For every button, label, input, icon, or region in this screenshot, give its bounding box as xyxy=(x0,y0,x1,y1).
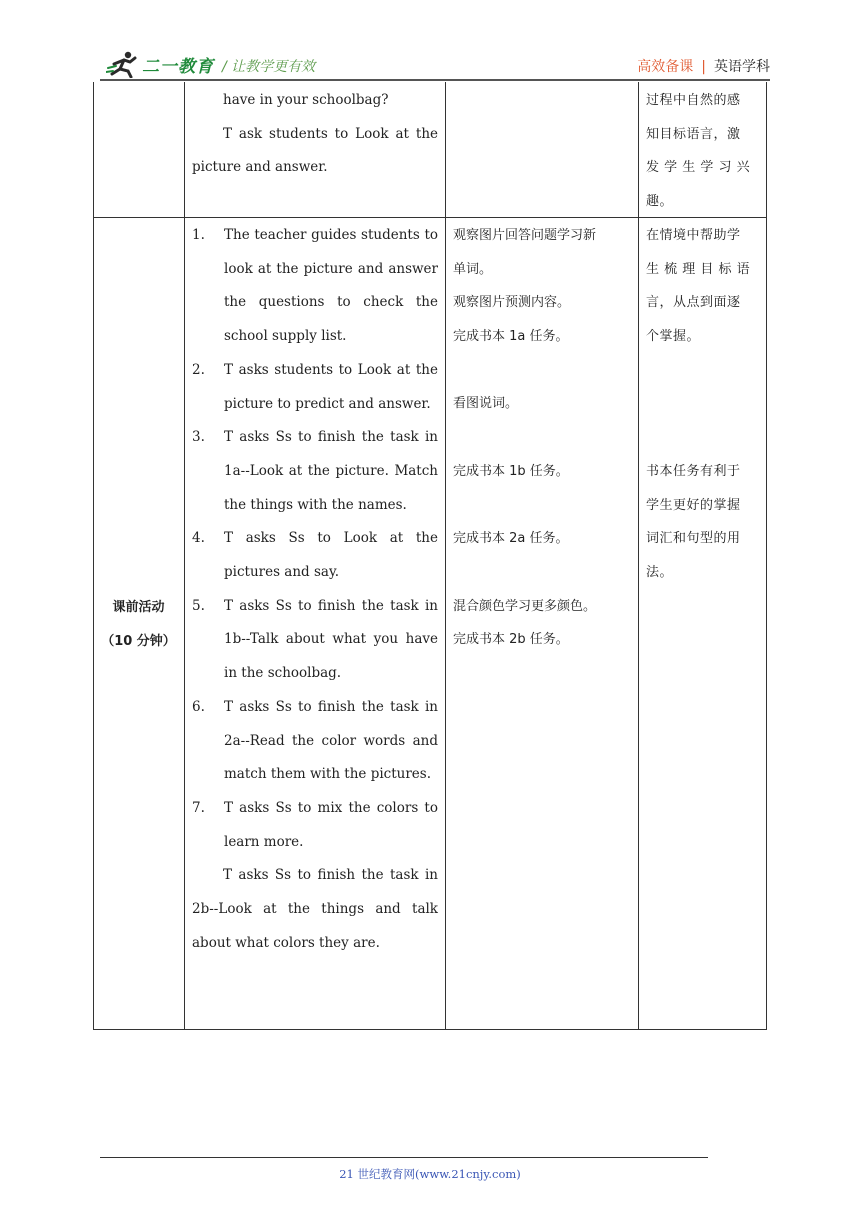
runner-logo-icon xyxy=(106,50,140,78)
logo-text: 二一教育 xyxy=(142,56,214,77)
row1-intent-line: 发 学 生 学 习 兴 xyxy=(646,160,751,176)
student-line xyxy=(453,489,635,523)
intent-line: 学生更好的掌握 xyxy=(646,497,741,513)
student-line: 单词。 xyxy=(453,261,493,277)
row1-intent-line: 过程中自然的感 xyxy=(646,93,741,108)
list-text: T asks Ss to Look at the pictures and say. xyxy=(224,530,438,581)
row1-teacher-activity xyxy=(192,84,438,185)
activity-list xyxy=(192,219,438,859)
row2-student-activity xyxy=(453,219,635,657)
list-text: T asks Ss to finish the task in 1a--Look at the picture. Match the things with the names. xyxy=(224,429,438,513)
list-text: T asks Ss to mix the colors to learn more. xyxy=(224,799,438,850)
header-subject xyxy=(637,56,770,76)
phase-label-title: 课前活动 xyxy=(112,600,165,615)
table-border-right xyxy=(766,82,767,1030)
list-item xyxy=(192,522,438,589)
list-number: 5. xyxy=(192,597,205,614)
intent-line: 生 梳 理 目 标 语 xyxy=(646,261,751,277)
student-line: 混合颜色学习更多颜色。 xyxy=(453,598,597,614)
slogan: / 让教学更有效 xyxy=(222,59,316,75)
header-divider xyxy=(100,79,770,81)
list-item xyxy=(192,219,438,354)
footer-divider xyxy=(100,1157,708,1158)
row1-line: have in your schoolbag? xyxy=(223,92,389,108)
student-line: 看图说词。 xyxy=(453,396,519,412)
footer-link[interactable]: 21 世纪教育网(www.21cnjy.com) xyxy=(339,1167,521,1181)
phase-label-duration: （10 分钟） xyxy=(101,634,176,649)
student-line xyxy=(453,354,635,388)
list-number: 4. xyxy=(192,530,205,547)
list-number: 7. xyxy=(192,799,205,816)
intent-line: 法。 xyxy=(646,564,674,580)
table-border-bottom xyxy=(93,1029,767,1030)
list-item xyxy=(192,354,438,421)
list-item xyxy=(192,590,438,691)
header-separator: | xyxy=(701,59,706,75)
student-line: 完成书本 2a 任务。 xyxy=(453,531,569,547)
intent-line: 书本任务有利于 xyxy=(646,463,741,479)
row1-intent-line: 知目标语言，激 xyxy=(646,126,741,142)
intent-line: 词汇和句型的用 xyxy=(646,531,741,547)
list-text: T asks Ss to finish the task in 2a--Read the color words and match them with the pictures. xyxy=(224,698,438,783)
row2-teacher-activity xyxy=(192,219,438,960)
student-line: 完成书本 2b 任务。 xyxy=(453,632,569,648)
intent-line xyxy=(646,354,762,388)
row1-paragraph: T ask students to Look at the picture and answer. xyxy=(192,125,438,176)
lesson-table xyxy=(93,82,767,1030)
header-tag: 高效备课 xyxy=(637,59,694,75)
intent-line xyxy=(646,387,762,421)
intent-line: 言，从点到面逐 xyxy=(646,295,741,311)
student-line xyxy=(453,421,635,455)
logo xyxy=(106,50,214,78)
header-subject-name: 英语学科 xyxy=(714,59,770,75)
list-number: 3. xyxy=(192,429,205,446)
intent-line: 个掌握。 xyxy=(646,329,701,345)
trailing-paragraph: T asks Ss to finish the task in 2b--Look at the things and talk about what colors they are. xyxy=(192,867,438,951)
intent-line xyxy=(646,421,762,455)
student-line: 完成书本 1a 任务。 xyxy=(453,329,569,345)
phase-label xyxy=(93,591,184,659)
student-line: 观察图片回答问题学习新 xyxy=(453,228,597,243)
list-number: 6. xyxy=(192,698,205,715)
row1-design-intent xyxy=(646,84,762,219)
list-text: T asks Ss to finish the task in 1b--Talk about what you have in the schoolbag. xyxy=(224,597,438,682)
list-item xyxy=(192,792,438,859)
list-number: 1. xyxy=(192,227,205,243)
page-header xyxy=(100,46,770,86)
student-line: 完成书本 1b 任务。 xyxy=(453,463,569,479)
list-item xyxy=(192,421,438,522)
student-line xyxy=(453,556,635,590)
list-text: T asks students to Look at the picture to predict and answer. xyxy=(224,361,438,412)
table-col-divider-1 xyxy=(184,82,185,1030)
list-item xyxy=(192,691,438,792)
table-border-left xyxy=(93,82,94,1030)
table-col-divider-2 xyxy=(445,82,446,1030)
list-text: The teacher guides students to look at the picture and answer the questions to check the school supply list. xyxy=(224,227,438,345)
row1-intent-line: 趣。 xyxy=(646,194,674,210)
student-line: 观察图片预测内容。 xyxy=(453,295,571,311)
list-number: 2. xyxy=(192,361,205,378)
row2-design-intent xyxy=(646,219,762,590)
intent-line: 在情境中帮助学 xyxy=(646,228,741,243)
table-col-divider-3 xyxy=(638,82,639,1030)
